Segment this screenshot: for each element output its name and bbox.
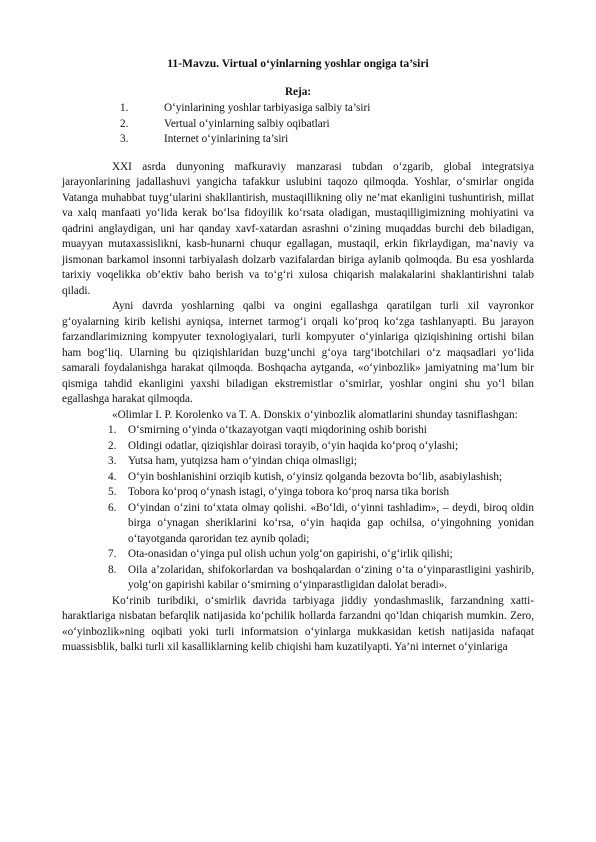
list-item-text: Oldingi odatlar, qiziqishlar doirasi torayib, o‘yin haqida ko‘proq o‘ylashi; — [128, 439, 459, 452]
list-item-number: 4. — [108, 470, 117, 483]
list-item-number: 3. — [108, 455, 117, 467]
plan-item-text: Vertual o‘yinlarning salbiy oqibatlari — [164, 117, 330, 130]
plan-item-number: 3. — [120, 133, 129, 145]
list-item-text: Yutsa ham, yutqizsa ham o‘yindan chiqa olmasligi; — [128, 455, 357, 467]
plan-item-text: O‘yinlarining yoshlar tarbiyasiga salbiy ta’siri — [164, 102, 371, 114]
list-item-text: Tobora ko‘proq o‘ynash istagi, o‘yinga tobora ko‘proq narsa tika borish — [128, 486, 450, 498]
list-item-text: Oila a’zolaridan, shifokorlardan va boshqalardan o‘zining o‘ta o‘yinparastligini yashirib, yolg‘on gapirishi kabilar o‘smirning o‘yinparastligidan dalolat beradi». — [128, 563, 534, 591]
plan-item — [62, 117, 534, 133]
list-item-text: O‘smirning o‘yinda o‘tkazayotgan vaqti miqdorining oshib borishi — [128, 424, 427, 436]
list-item — [62, 423, 534, 439]
plan-item-text: Internet o‘yinlarining ta’siri — [164, 133, 289, 145]
plan-item-number: 1. — [120, 102, 129, 114]
plan-item — [62, 132, 534, 148]
list-item-number: 1. — [108, 424, 117, 436]
body-paragraph: Ayni davrda yoshlarning qalbi va ongini egallashga qaratilgan turli xil vayronkor g‘oyalarning kirib kelishi ayniqsa, internet tarmog‘i orqali ko‘proq ko‘zga tashlanyapti. Bu jarayon farzandlarimizning kompyuter texnologiyalari, turli kompyuter o‘yinlariga qiziqishining ortishi bilan ham bog‘liq. Ularning bu qiziqishlaridan buzg‘unchi g‘oya targ‘ibotchilari o‘z maqsadlari yo‘lida samarali foydalanishga harakat qilmoqda. Boshqacha aytganda, «o‘yinbozlik» jamiyatning ma’lum bir qismiga tahdid ekanligini yaxshi biladigan ekstremistlar o‘smirlar, yoshlar ongini shu yo‘l bilan egallashga harakat qilmoqda. — [62, 300, 534, 405]
plan-item — [62, 101, 534, 117]
body-paragraph: «Olimlar I. P. Korolenko va T. A. Donskix o‘yinbozlik alomatlarini shunday tasniflashgan: — [112, 408, 518, 421]
body-paragraph: XXI asrda dunyoning mafkuraviy manzarasi tubdan o‘zgarib, global integratsiya jarayonlarining jadallashuvi yangicha tafakkur uslubini taqozo qilmoqda. Yoshlar, o‘smirlar ongida Vatanga muhabbat tuyg‘ularini shakllantirish, mustaqillikning oliy ne’mat ekanligini tushuntirish, millat va xalq manfaati yo‘lida kerak bo‘lsa fidoyilik ko‘rsata oladigan, mustaqilligimizning mohiyatini va qadrini anglaydigan, uni har qanday xavf-xatardan asrashni o‘zining muqaddas burchi deb biladigan, muayyan mutaxassislikni, kasb-hunarni chuqur egallagan, mustaqil, erkin fikrlaydigan, ma’naviy va jismonan barkamol insonni tarbiyalash dolzarb vazifalardan biriga aylanib qolmoqda. Bu esa yoshlarda tarixiy voqelikka ob’ektiv baho berish va to‘g‘ri xulosa chiqarish malakalarini shaklantirishni talab qiladi. — [62, 160, 534, 297]
list-item-number: 7. — [108, 548, 117, 560]
list-item-number: 8. — [108, 563, 117, 576]
page-title: 11-Mavzu. Virtual o‘yinlarning yoshlar ongiga ta’siri — [167, 57, 429, 70]
list-item-text: O‘yin boshlanishini orziqib kutish, o‘yinsiz qolganda bezovta bo‘lib, asabiylashish; — [128, 470, 503, 483]
closing-paragraph: Ko‘rinib turibdiki, o‘smirlik davrida tarbiyaga jiddiy yondashmaslik, farzandning xatti-haraktlariga nisbatan befarqlik natijasida ko‘pchilik hollarda farzandni qo‘ldan chiqarish mumkin. Zero, «o‘yinbozlik»ning oqibati yoki turli informatsion o‘yinlarga mukkasidan ketish natijasida nafaqat muassisblik, balki turli xil kasalliklarning kelib chiqishi ham kuzatilyapti. Ya’ni internet o‘yinlariga — [62, 594, 534, 653]
list-item-number: 6. — [108, 501, 117, 514]
list-item — [62, 454, 534, 470]
list-item — [62, 439, 534, 455]
plan-item-number: 2. — [120, 117, 129, 130]
list-item — [62, 485, 534, 501]
list-item-number: 5. — [108, 486, 117, 498]
list-item — [62, 547, 534, 563]
plan-heading: Reja: — [284, 85, 312, 98]
list-item-text: Ota-onasidan o‘yinga pul olish uchun yolg‘on gapirishi, o‘g‘irlik qilishi; — [128, 548, 453, 560]
plan-list — [62, 101, 534, 148]
list-item-number: 2. — [108, 439, 117, 452]
list-item — [62, 501, 534, 548]
list-item — [62, 563, 534, 594]
symptom-list — [62, 423, 534, 594]
list-item — [62, 470, 534, 486]
list-item-text: O‘yindan o‘zini to‘xtata olmay qolishi. «Bo‘ldi, o‘yinni tashladim», – deydi, biroq oldin birga o‘ynagan sheriklarini ko‘rsa, o‘yin haqida gap ochilsa, o‘yingohning yonidan o‘tayotganda qaroridan tez aynib qoladi; — [128, 501, 534, 545]
